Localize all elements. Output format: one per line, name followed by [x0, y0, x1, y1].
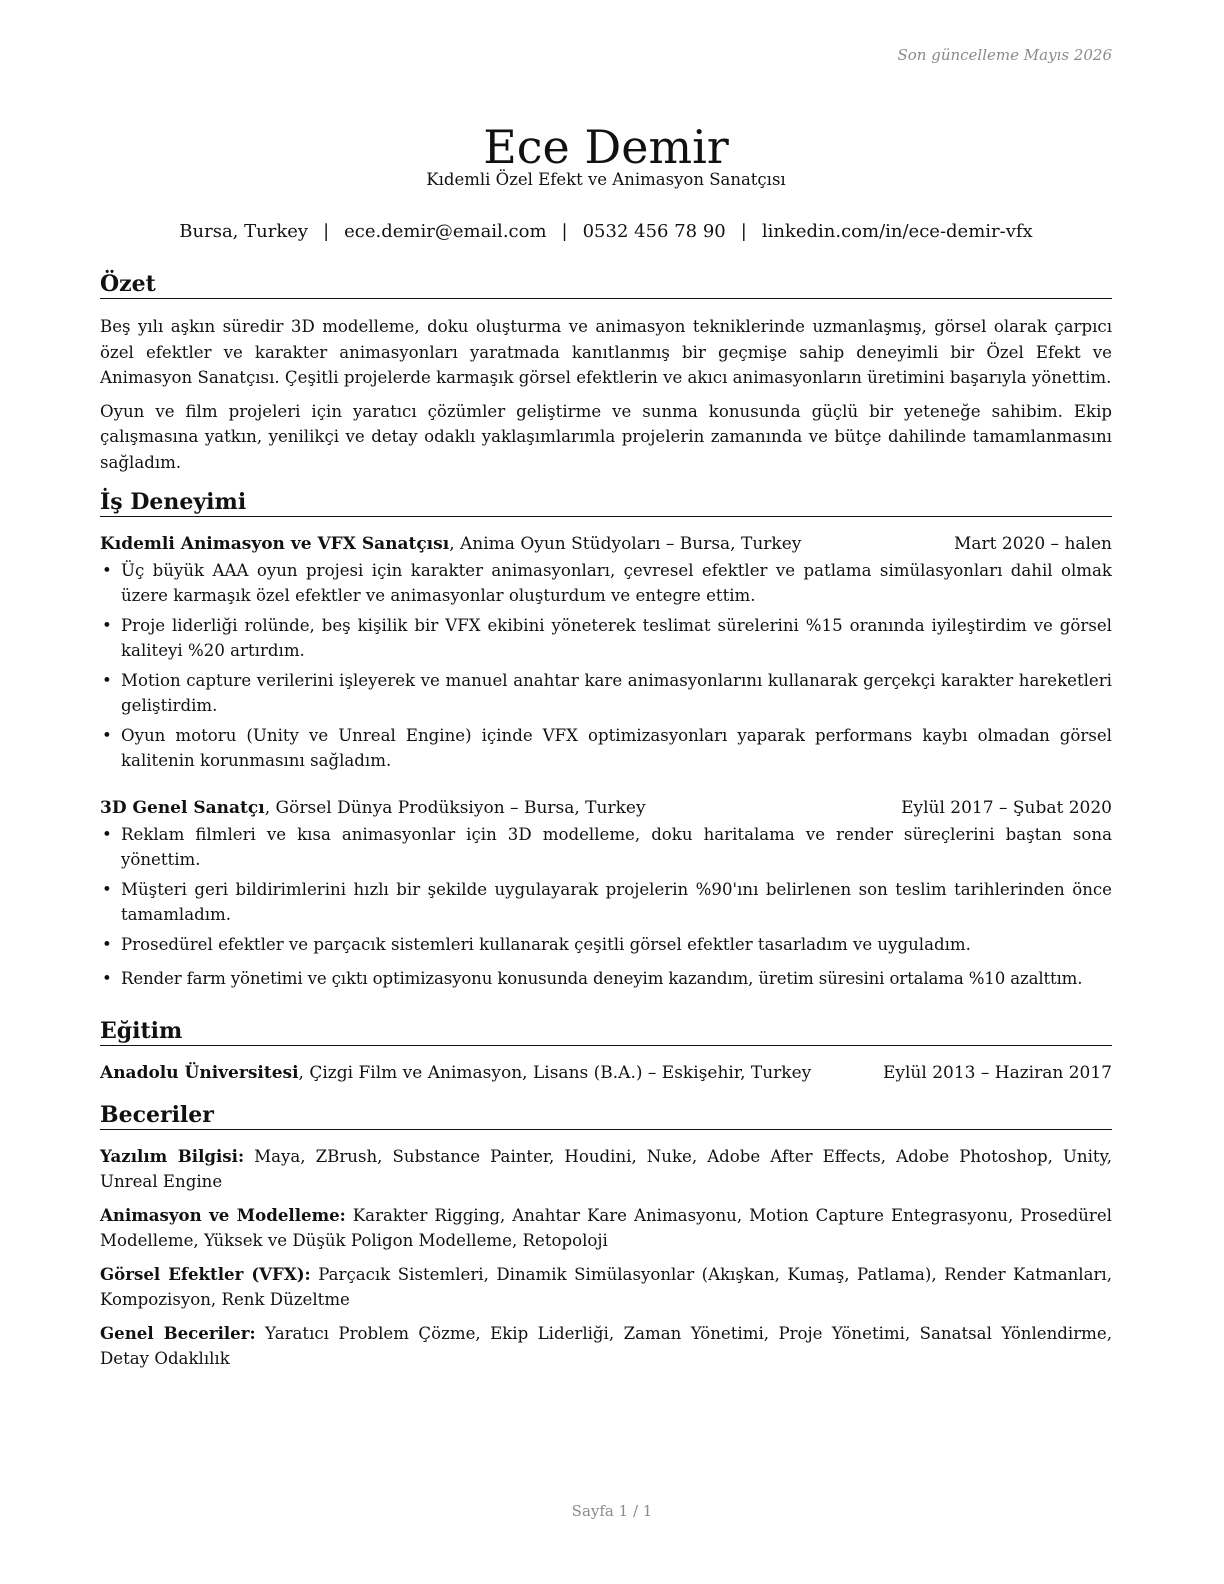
- education-dates: Eylül 2013 – Haziran 2017: [882, 1063, 1112, 1083]
- skill-group: [100, 1321, 1112, 1371]
- job-bullets: [100, 558, 1112, 773]
- summary-paragraph: Beş yılı aşkın süredir 3D modelleme, doku oluşturma ve animasyon tekniklerinde uzmanlaşmış, görsel olarak çarpıcı özel efektler ve karakter animasyonları yaratmada kanıtlanmış bir geçmişe sahip deneyimli bir Özel Efekt ve Animasyon Sanatçısı. Çeşitli projelerde karmaşık görsel efektlerin ve akıcı animasyonların üretimini başarıyla yönettim.: [100, 317, 1112, 387]
- bullet-icon: •: [102, 880, 112, 899]
- skill-group: [100, 1144, 1112, 1194]
- candidate-name: Ece Demir: [483, 119, 729, 174]
- list-item: • Üç büyük AAA oyun projesi için karakter animasyonları, çevresel efektler ve patlama simülasyonları dahil olmak üzere karmaşık özel efektler ve animasyonlar oluşturdum ve entegre ettim.: [100, 558, 1112, 608]
- education-section: [100, 1018, 1112, 1085]
- summary-paragraph: Oyun ve film projeleri için yaratıcı çözümler geliştirme ve sunma konusunda güçlü bir yeteneğe sahibim. Ekip çalışmasına yatkın, yenilikçi ve detay odaklı yaklaşımlarımla projelerin zamanında ve bütçe dahilinde tamamlanmasını sağladım.: [100, 401, 1112, 472]
- skill-text: Maya, ZBrush, Substance Painter, Houdini, Nuke, Adobe After Effects, Adobe Photoshop, Unity, Unreal Engine: [100, 1147, 1112, 1191]
- job-dates: Eylül 2017 – Şubat 2020: [901, 798, 1112, 818]
- contact-linkedin[interactable]: linkedin.com/in/ece-demir-vfx: [761, 221, 1033, 242]
- job-role: Kıdemli Animasyon ve VFX Sanatçısı: [100, 534, 450, 554]
- list-item: • Oyun motoru (Unity ve Unreal Engine) içinde VFX optimizasyonları yaparak performans kaybı olmadan görsel kalitenin korunmasını sağladım.: [100, 723, 1112, 773]
- page-number: Sayfa 1 / 1: [571, 1502, 653, 1520]
- education-entry: [100, 1061, 1112, 1085]
- contact-line: [100, 220, 1112, 244]
- list-item: • Reklam filmleri ve kısa animasyonlar için 3D modelleme, doku haritalama ve render süreçlerini baştan sona yönettim.: [100, 822, 1112, 872]
- bullet-icon: •: [102, 616, 112, 635]
- job-role: 3D Genel Sanatçı: [100, 798, 265, 818]
- contact-email[interactable]: ece.demir@email.com: [344, 221, 547, 242]
- skill-group: [100, 1203, 1112, 1253]
- skill-text: Yaratıcı Problem Çözme, Ekip Liderliği, Zaman Yönetimi, Proje Yönetimi, Sanatsal Yönlendirme, Detay Odaklılık: [100, 1324, 1112, 1368]
- skill-label: Görsel Efektler (VFX):: [100, 1264, 311, 1284]
- summary-section: [100, 271, 1112, 475]
- list-item: • Müşteri geri bildirimlerini hızlı bir şekilde uygulayarak projelerin %90'ını belirlenen son teslim tarihlerinden önce tamamladım.: [100, 877, 1112, 927]
- section-heading-skills: Beceriler: [100, 1102, 1112, 1130]
- list-item: • Proje liderliği rolünde, beş kişilik bir VFX ekibini yöneterek teslimat sürelerini %15 oranında iyileştirdim ve görsel kaliteyi %20 artırdım.: [100, 613, 1112, 663]
- last-updated: Son güncelleme Mayıs 2026: [897, 46, 1112, 64]
- skill-label: Animasyon ve Modelleme:: [100, 1205, 346, 1225]
- degree-details: , Çizgi Film ve Animasyon, Lisans (B.A.) – Eskişehir, Turkey: [298, 1063, 812, 1083]
- bullet-icon: •: [102, 935, 112, 954]
- bullet-icon: •: [102, 726, 112, 745]
- job-title: Kıdemli Özel Efekt ve Animasyon Sanatçısı: [426, 170, 786, 189]
- skill-text: Parçacık Sistemleri, Dinamik Simülasyonlar (Akışkan, Kumaş, Patlama), Render Katmanları, Kompozisyon, Renk Düzeltme: [100, 1265, 1112, 1309]
- job-company: , Görsel Dünya Prodüksiyon – Bursa, Turkey: [264, 798, 646, 818]
- job-header: [100, 796, 1112, 820]
- section-heading-education: Eğitim: [100, 1018, 1112, 1046]
- skill-label: Genel Beceriler:: [100, 1323, 256, 1343]
- contact-phone[interactable]: 0532 456 78 90: [582, 221, 726, 242]
- job-header: [100, 532, 1112, 556]
- list-item: • Motion capture verilerini işleyerek ve manuel anahtar kare animasyonlarını kullanarak gerçekçi karakter hareketleri geliştirdim.: [100, 668, 1112, 718]
- experience-section: [100, 489, 1112, 991]
- skills-section: [100, 1102, 1112, 1371]
- contact-separator: |: [561, 221, 568, 242]
- bullet-icon: •: [102, 561, 112, 580]
- bullet-icon: •: [102, 671, 112, 690]
- section-heading-experience: İş Deneyimi: [100, 489, 1112, 517]
- list-item: • Prosedürel efektler ve parçacık sistemleri kullanarak çeşitli görsel efektler tasarladım ve uyguladım.: [100, 932, 1112, 957]
- contact-separator: |: [740, 221, 747, 242]
- job-dates: Mart 2020 – halen: [953, 534, 1112, 554]
- school-name: Anadolu Üniversitesi: [100, 1063, 299, 1083]
- contact-separator: |: [323, 221, 330, 242]
- section-heading-summary: Özet: [100, 271, 1112, 299]
- skill-label: Yazılım Bilgisi:: [100, 1146, 245, 1166]
- skill-text: Karakter Rigging, Anahtar Kare Animasyonu, Motion Capture Entegrasyonu, Prosedürel Modelleme, Yüksek ve Düşük Poligon Modelleme, Retopoloji: [100, 1206, 1112, 1250]
- job-bullets: [100, 822, 1112, 991]
- skill-group: [100, 1262, 1112, 1312]
- bullet-icon: •: [102, 825, 112, 844]
- job-company: , Anima Oyun Stüdyoları – Bursa, Turkey: [449, 534, 802, 554]
- list-item: • Render farm yönetimi ve çıktı optimizasyonu konusunda deneyim kazandım, üretim süresini ortalama %10 azalttım.: [100, 966, 1112, 991]
- bullet-icon: •: [102, 969, 112, 988]
- contact-location: Bursa, Turkey: [179, 221, 309, 242]
